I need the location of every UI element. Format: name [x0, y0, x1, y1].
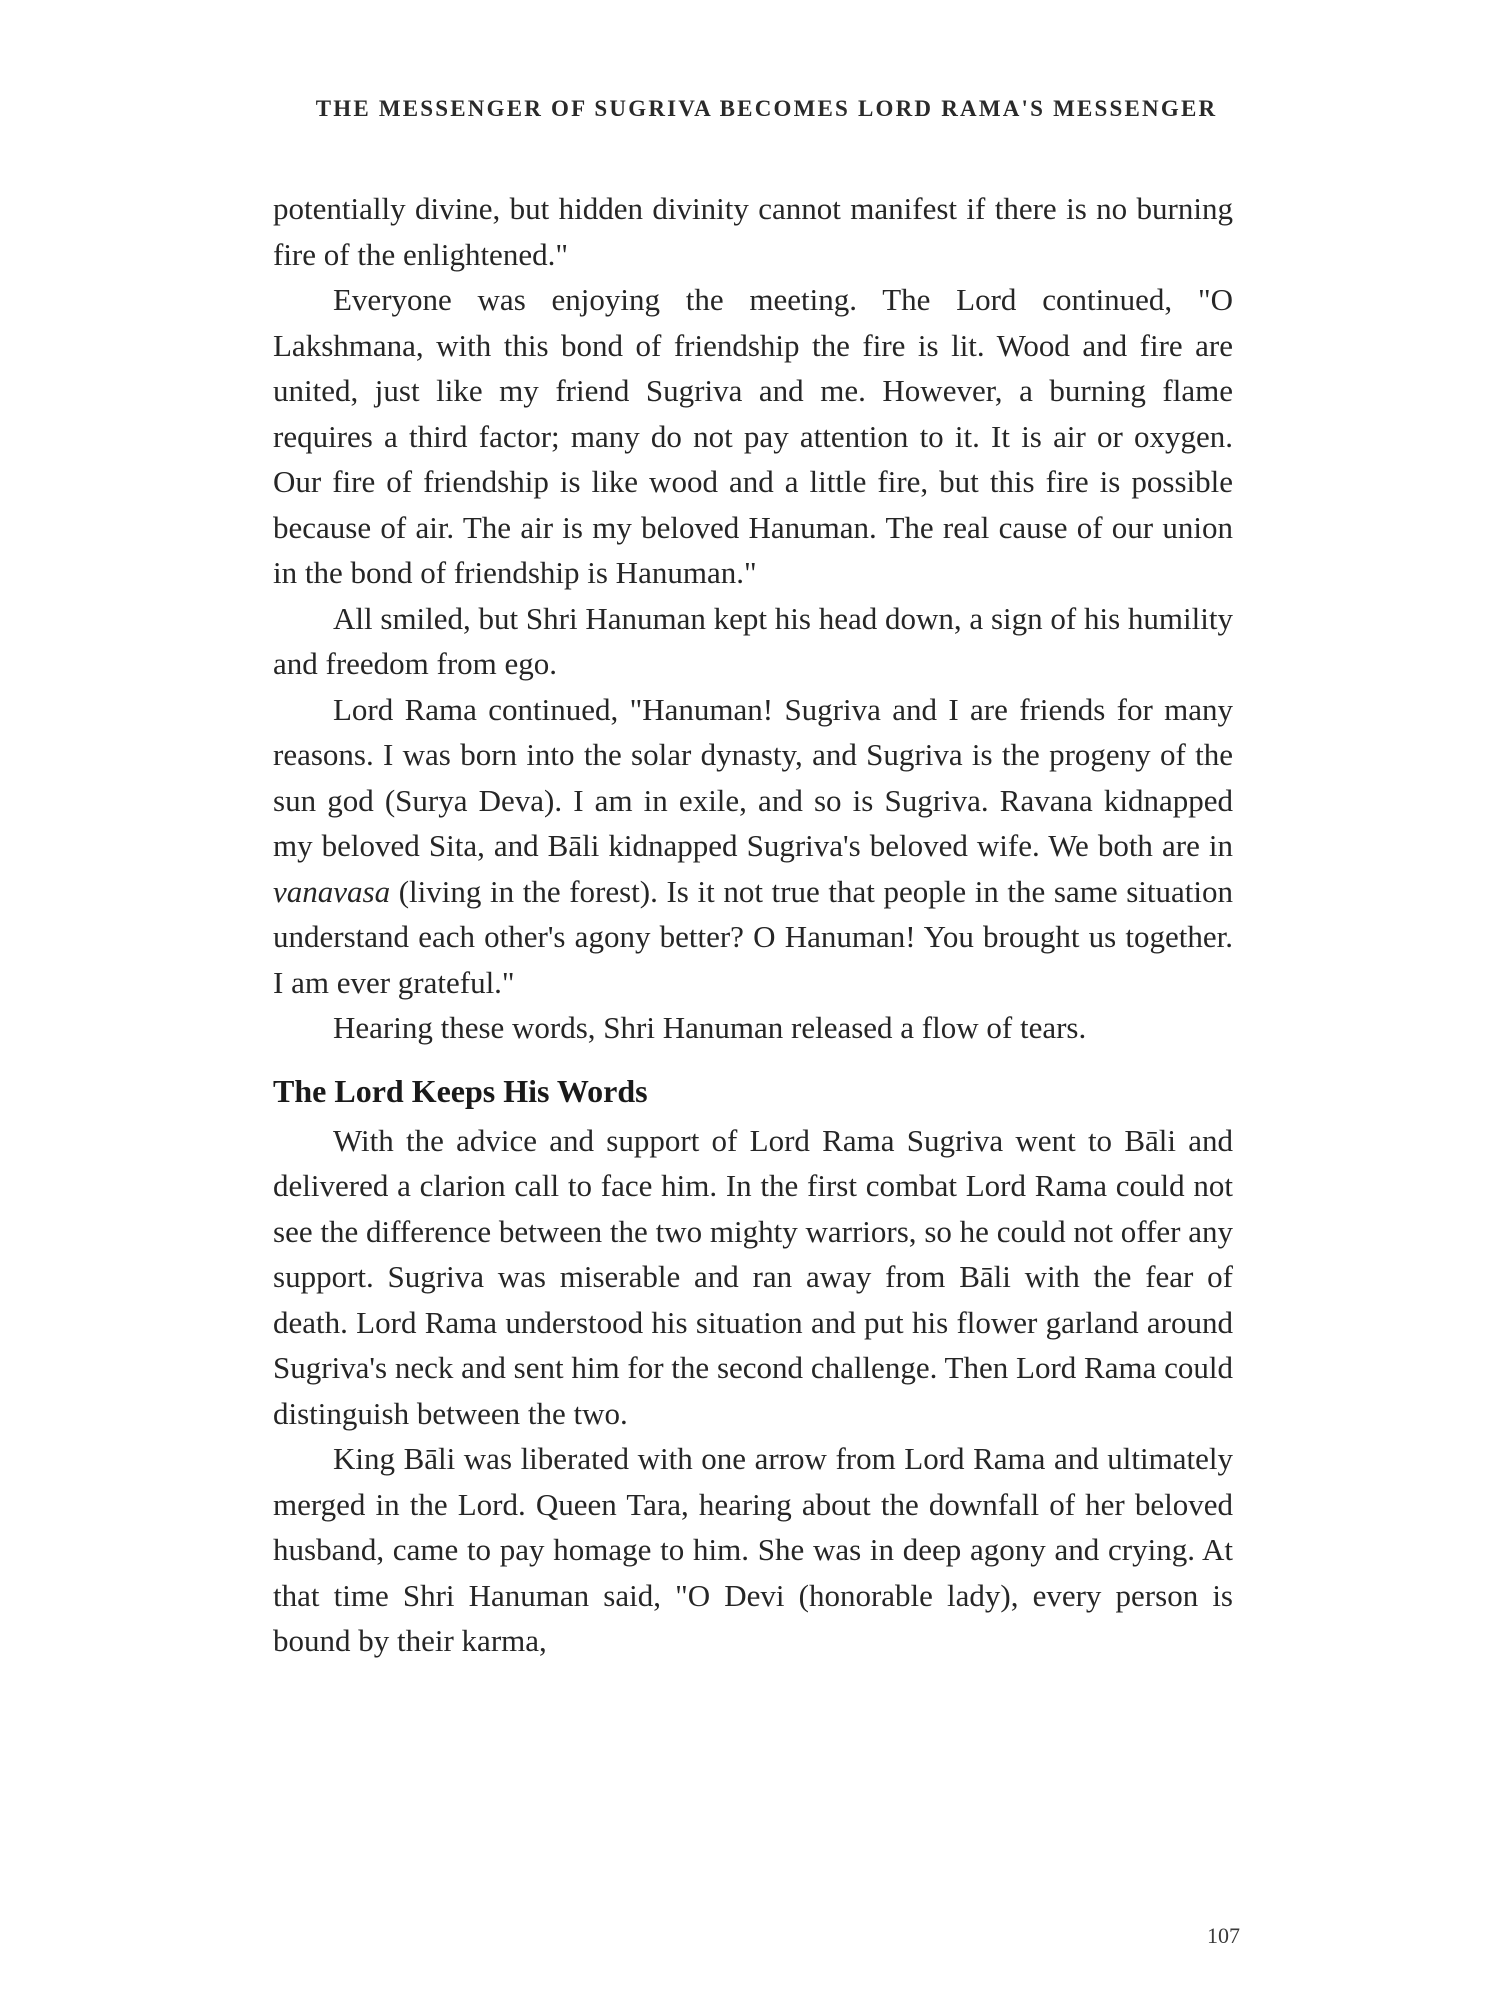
paragraph-king-bali: King Bāli was liberated with one arrow from Lord Rama and ultimately merged in the Lord. Queen Tara, hearing about the downfall of her beloved husband, came to pay homage to him. She was in deep agony and crying. At that time Shri Hanuman said, "O Devi (honorable lady), every person is bound by their karma,: [273, 1441, 1233, 1658]
italic-term-vanavasa: vanavasa: [273, 873, 391, 909]
paragraph-humility: All smiled, but Shri Hanuman kept his head down, a sign of his humility and freedom from ego.: [273, 600, 1233, 681]
paragraph-friends-after: (living in the forest). Is it not true that people in the same situation understand each other's agony better? O Hanuman! You brought us together. I am ever grateful.": [273, 873, 1233, 1000]
running-head: THE MESSENGER OF SUGRIVA BECOMES LORD RAMA'S MESSENGER: [315, 96, 1218, 121]
paragraph-tears: Hearing these words, Shri Hanuman released a flow of tears.: [333, 1010, 1087, 1045]
paragraph-continued: potentially divine, but hidden divinity cannot manifest if there is no burning fire of the enlightened.": [273, 191, 1233, 272]
section-heading: The Lord Keeps His Words: [273, 1072, 648, 1109]
page-number: 107: [1207, 1923, 1240, 1948]
paragraph-friends: [273, 687, 1233, 1006]
paragraph-combat: With the advice and support of Lord Rama Sugriva went to Bāli and delivered a clarion call to face him. In the first combat Lord Rama could not see the difference between the two mighty warriors, so he could not offer any support. Sugriva was miserable and ran away from Bāli with the fear of death. Lord Rama understood his situation and put his flower garland around Sugriva's neck and sent him for the second challenge. Then Lord Rama could distinguish between the two.: [273, 1122, 1233, 1431]
paragraph-lakshmana: Everyone was enjoying the meeting. The Lord continued, "O Lakshmana, with this bond of friendship the fire is lit. Wood and fire are united, just like my friend Sugriva and me. However, a burning flame requires a third factor; many do not pay attention to it. It is air or oxygen. Our fire of friendship is like wood and a little fire, but this fire is possible because of air. The air is my beloved Hanuman. The real cause of our union in the bond of friendship is Hanuman.": [273, 282, 1233, 590]
body-text: [273, 186, 1233, 1664]
paragraph-friends-before: Lord Rama continued, "Hanuman! Sugriva and I are friends for many reasons. I was born into the solar dynasty, and Sugriva is the progeny of the sun god (Surya Deva). I am in exile, and so is Sugriva. Ravana kidnapped my beloved Sita, and Bāli kidnapped Sugriva's beloved wife. We both are in: [273, 691, 1233, 863]
